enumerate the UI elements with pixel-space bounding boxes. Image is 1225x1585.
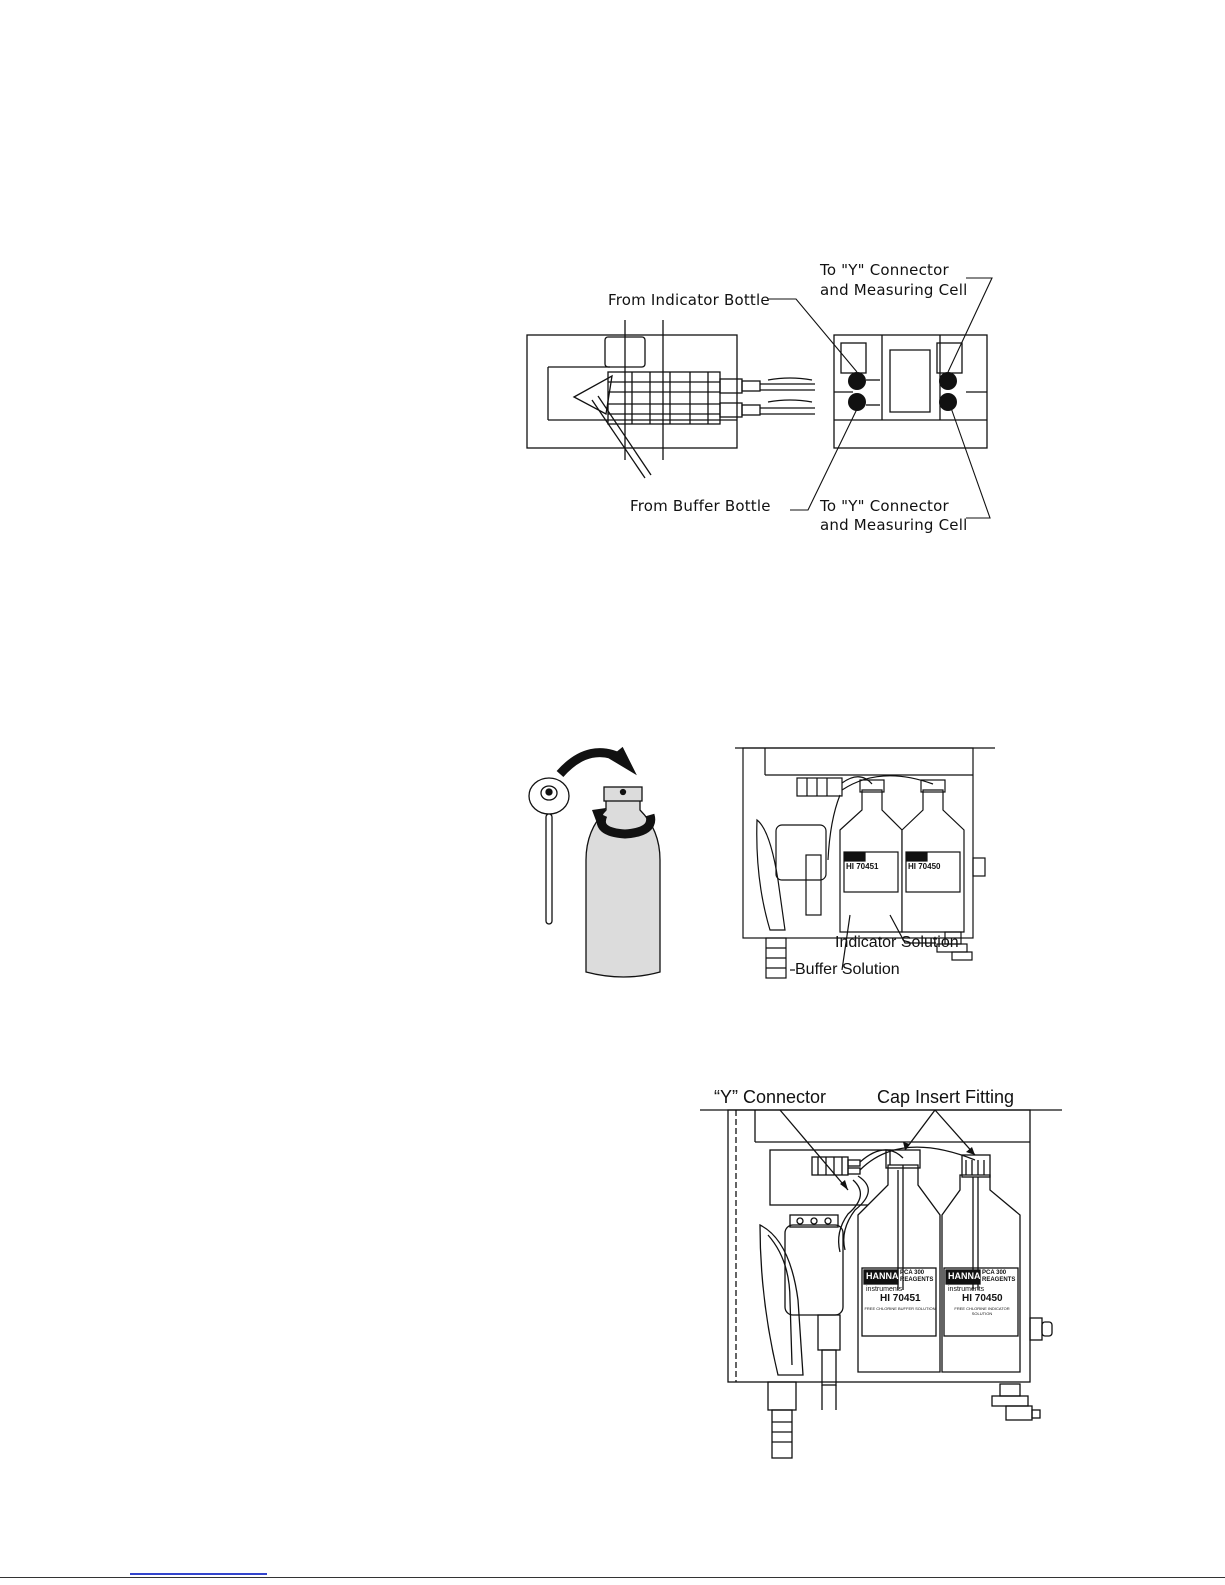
label-indicator-solution: Indicator Solution (835, 934, 959, 951)
bottle-left-model: HI 70451 (880, 1293, 921, 1304)
footer-rule (0, 1577, 1225, 1578)
bottle-right-model-small: HI 70450 (908, 862, 941, 871)
bottle-right-model: HI 70450 (962, 1293, 1003, 1304)
brand-logo-right: HANNA (948, 1271, 981, 1281)
brand-sub-left: instruments (866, 1286, 903, 1293)
bottle-right-reagents: PCA 300 REAGENTS (982, 1270, 1016, 1283)
bottle-left-subtitle: FREE CHLORINE BUFFER SOLUTION (864, 1306, 936, 1311)
brand-sub-right: instruments (948, 1286, 985, 1293)
label-to-y-connector-top-2: and Measuring Cell (820, 281, 968, 299)
bottle-left-model-small: HI 70451 (846, 862, 879, 871)
label-to-y-connector-top-1: To "Y" Connector (820, 261, 949, 279)
brand-logo-left: HANNA (866, 1271, 899, 1281)
bottle-right-subtitle: FREE CHLORINE INDICATOR SOLUTION (954, 1306, 1010, 1316)
label-buffer-solution: Buffer Solution (795, 961, 900, 978)
label-to-y-connector-bottom-2: and Measuring Cell (820, 516, 968, 534)
label-from-indicator-bottle: From Indicator Bottle (608, 291, 770, 309)
label-from-buffer-bottle: From Buffer Bottle (630, 497, 771, 515)
label-y-connector: “Y” Connector (714, 1087, 827, 1107)
footer-link-underline[interactable] (130, 1573, 267, 1575)
label-cap-insert-fitting: Cap Insert Fitting (877, 1087, 1015, 1107)
bottle-left-reagents: PCA 300 REAGENTS (900, 1270, 934, 1283)
label-to-y-connector-bottom-1: To "Y" Connector (820, 497, 949, 515)
